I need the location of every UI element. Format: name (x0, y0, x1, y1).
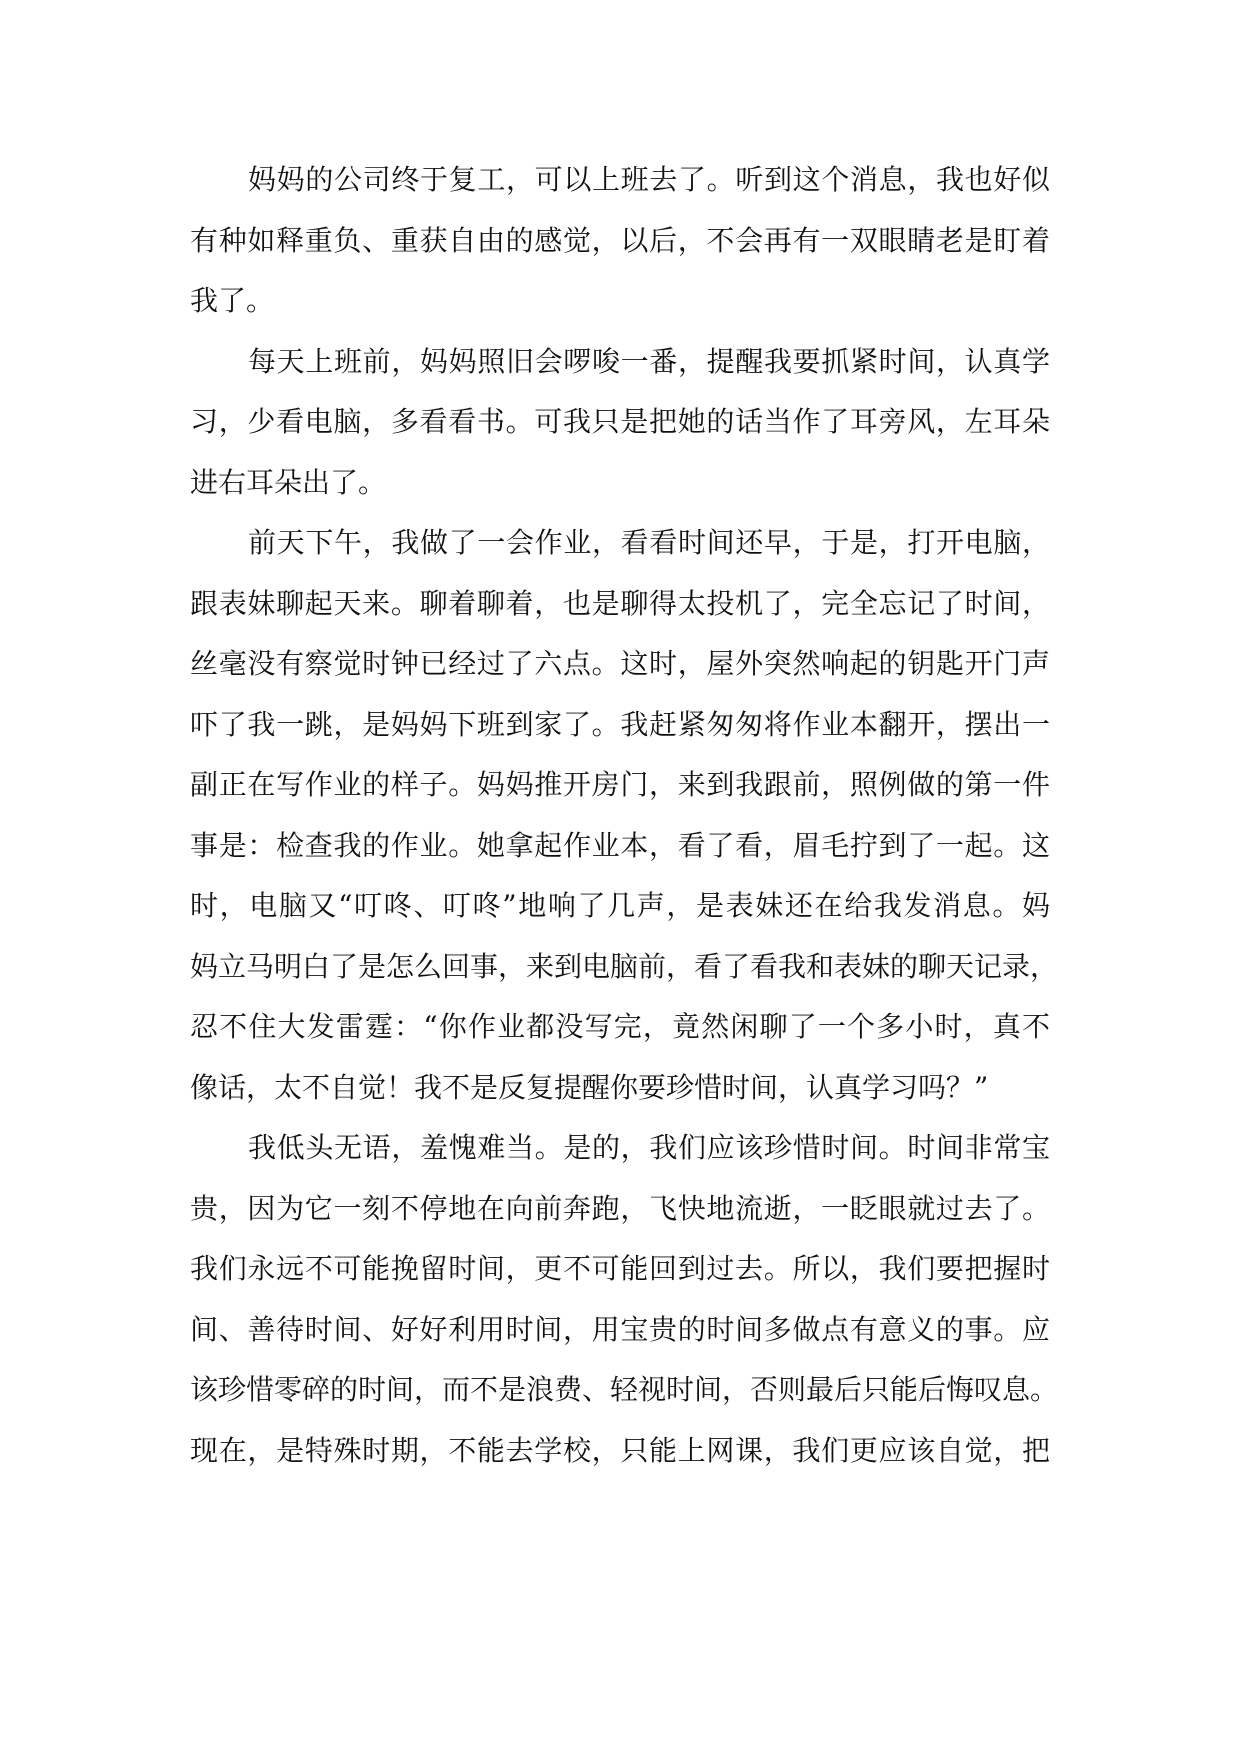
text-line: 事是：检查我的作业。她拿起作业本，看了看，眉毛拧到了一起。这 (190, 828, 1050, 862)
text-line: 副正在写作业的样子。妈妈推开房门，来到我跟前，照例做的第一件 (190, 768, 1050, 801)
paragraph-3 (190, 513, 1059, 1118)
text-line: 时，电脑又“叮咚、叮咚”地响了几声，是表妹还在给我发消息。妈 (190, 889, 1050, 922)
text-line: 丝毫没有察觉时钟已经过了六点。这时，屋外突然响起的钥匙开门声 (190, 647, 1050, 680)
document-page (190, 150, 1059, 1481)
text-line: 贵，因为它一刻不停地在向前奔跑，飞快地流逝，一眨眼就过去了。 (190, 1191, 1050, 1225)
text-line: 习，少看电脑，多看看书。可我只是把她的话当作了耳旁风，左耳朵 (190, 405, 1050, 438)
text-line: 每天上班前，妈妈照旧会啰唆一番，提醒我要抓紧时间，认真学 (248, 344, 1050, 378)
text-line: 间、善待时间、好好利用时间，用宝贵的时间多做点有意义的事。应 (190, 1312, 1050, 1346)
text-line: 妈立马明白了是怎么回事，来到电脑前，看了看我和表妹的聊天记录， (190, 949, 1059, 983)
text-line: 进右耳朵出了。 (190, 465, 387, 499)
text-line: 跟表妹聊起天来。聊着聊着，也是聊得太投机了，完全忘记了时间， (190, 586, 1050, 620)
text-line: 忍不住大发雷霆：“你作业都没写完，竟然闲聊了一个多小时，真不 (190, 1010, 1050, 1043)
paragraph-2 (190, 332, 1050, 514)
text-line: 该珍惜零碎的时间，而不是浪费、轻视时间，否则最后只能后悔叹息。 (190, 1373, 1059, 1406)
text-line: 妈妈的公司终于复工，可以上班去了。听到这个消息，我也好似 (248, 163, 1050, 196)
text-line: 我们永远不可能挽留时间，更不可能回到过去。所以，我们要把握时 (190, 1252, 1050, 1285)
text-line: 像话，太不自觉！我不是反复提醒你要珍惜时间，认真学习吗？” (190, 1070, 989, 1104)
text-line: 有种如释重负、重获自由的感觉，以后，不会再有一双眼睛老是盯着 (190, 223, 1050, 257)
paragraph-1 (190, 150, 1050, 332)
text-line: 我低头无语，羞愧难当。是的，我们应该珍惜时间。时间非常宝 (248, 1131, 1050, 1164)
text-line: 我了。 (190, 284, 275, 317)
text-line: 前天下午，我做了一会作业，看看时间还早，于是，打开电脑， (248, 526, 1050, 559)
text-line: 现在，是特殊时期，不能去学校，只能上网课，我们更应该自觉，把 (190, 1433, 1050, 1467)
paragraph-4 (190, 1118, 1059, 1481)
text-line: 吓了我一跳，是妈妈下班到家了。我赶紧匆匆将作业本翻开，摆出一 (190, 707, 1050, 741)
